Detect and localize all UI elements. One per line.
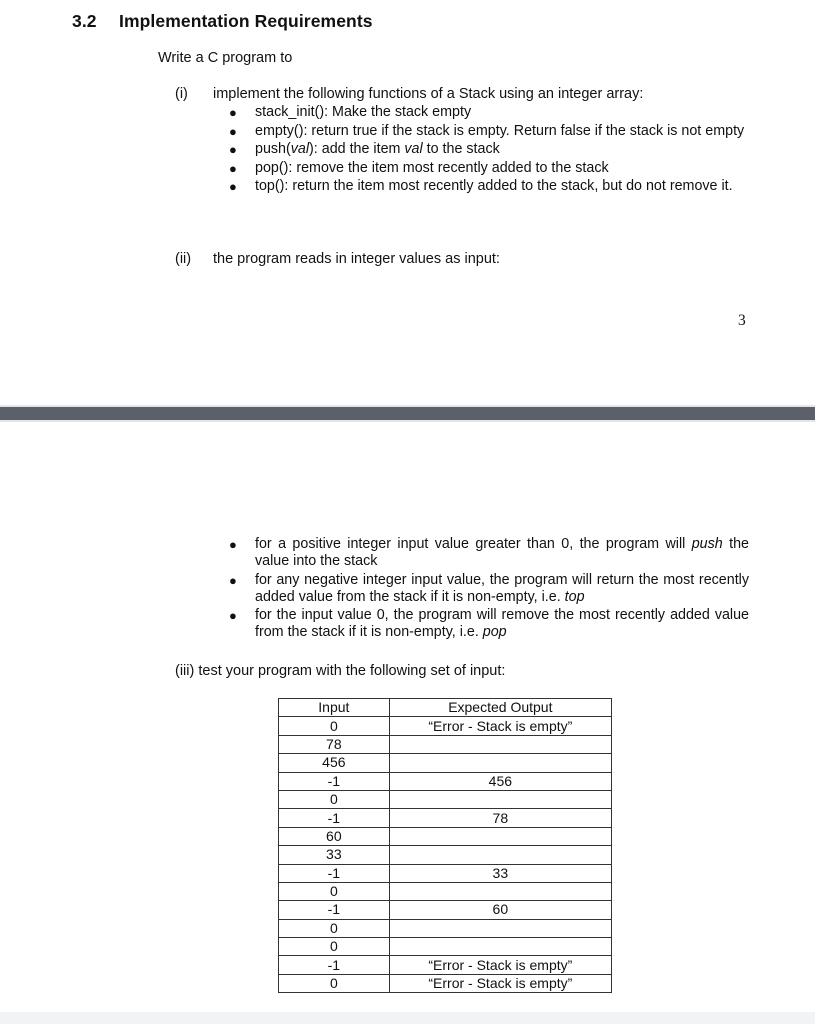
section-heading (72, 11, 373, 32)
table-row (279, 901, 612, 919)
list-item: ● pop(): remove the item most recently added to the stack (229, 159, 609, 176)
part-iii-text: test your program with the following set of input: (198, 663, 506, 679)
part-ii-text: the program reads in integer values as input: (213, 251, 500, 267)
table-row (279, 919, 612, 937)
table-row (279, 717, 612, 735)
input-cell: 0 (279, 938, 390, 956)
output-cell (389, 790, 611, 808)
page-divider-bar (0, 407, 815, 420)
page-divider (0, 405, 815, 422)
bullet-icon: ● (229, 160, 237, 176)
page-top (0, 0, 815, 405)
table-row (279, 864, 612, 882)
bullet-icon: ● (229, 142, 237, 157)
output-cell: 33 (389, 864, 611, 882)
bullet-icon: ● (229, 179, 237, 194)
input-cell: 0 (279, 882, 390, 900)
output-cell (389, 846, 611, 864)
table-row (279, 827, 612, 845)
input-cell: 0 (279, 974, 390, 992)
list-item: ● for any negative integer input value, the program will return the most recently added value from the stack if it is non-empty, i.e. top (229, 571, 749, 605)
output-cell (389, 735, 611, 753)
intro-text: Write a C program to (158, 50, 293, 66)
list-item: ● stack_init(): Make the stack empty (229, 104, 472, 120)
input-cell: 33 (279, 846, 390, 864)
list-item: ● for a positive integer input value greater than 0, the program will push the value into the stack (229, 536, 749, 569)
output-cell: 78 (389, 809, 611, 827)
output-cell: “Error - Stack is empty” (389, 974, 611, 992)
table-row (279, 882, 612, 900)
output-cell: 60 (389, 901, 611, 919)
output-cell (389, 919, 611, 937)
function-list (229, 104, 749, 197)
table-header-row (279, 699, 612, 717)
section-title: Implementation Requirements (119, 11, 373, 31)
bullet-icon: ● (229, 608, 237, 623)
input-rules-list (229, 536, 749, 643)
page-number: 3 (738, 312, 746, 329)
part-i-label: (i) (175, 86, 188, 102)
table-row (279, 974, 612, 992)
input-cell: -1 (279, 956, 390, 974)
input-cell: 78 (279, 735, 390, 753)
bullet-icon: ● (229, 537, 237, 552)
section-number: 3.2 (72, 11, 97, 31)
test-cases-table (278, 698, 612, 993)
table-row (279, 809, 612, 827)
bullet-icon: ● (229, 123, 237, 139)
part-i-heading (175, 86, 643, 102)
list-item: ● empty(): return true if the stack is empty. Return false if the stack is not empty (229, 122, 745, 139)
input-cell: -1 (279, 809, 390, 827)
table-row (279, 846, 612, 864)
column-header-expected-output: Expected Output (389, 699, 611, 717)
part-ii-label: (ii) (175, 251, 192, 267)
table-row (279, 772, 612, 790)
input-cell: 60 (279, 827, 390, 845)
output-cell: “Error - Stack is empty” (389, 956, 611, 974)
table-row (279, 956, 612, 974)
table-row (279, 754, 612, 772)
input-cell: 0 (279, 790, 390, 808)
list-item: ● top(): return the item most recently added to the stack, but do not remove it. (229, 178, 733, 194)
input-cell: -1 (279, 772, 390, 790)
output-cell (389, 754, 611, 772)
output-cell: “Error - Stack is empty” (389, 717, 611, 735)
part-iii-label: (iii) (175, 663, 195, 679)
bullet-icon: ● (229, 105, 237, 120)
part-iii-heading (175, 663, 505, 679)
part-i-text: implement the following functions of a Stack using an integer array: (213, 86, 644, 102)
table-row (279, 790, 612, 808)
input-cell: 0 (279, 919, 390, 937)
input-cell: -1 (279, 901, 390, 919)
list-item: ● for the input value 0, the program will remove the most recently added value from the stack if it is non-empty, i.e. pop (229, 607, 749, 640)
output-cell: 456 (389, 772, 611, 790)
bullet-icon: ● (229, 572, 237, 588)
input-cell: 456 (279, 754, 390, 772)
table-row (279, 735, 612, 753)
table-row (279, 938, 612, 956)
output-cell (389, 827, 611, 845)
list-item: ● push(val): add the item val to the stack (229, 141, 500, 157)
input-cell: -1 (279, 864, 390, 882)
column-header-input: Input (279, 699, 390, 717)
input-cell: 0 (279, 717, 390, 735)
part-ii-heading (175, 251, 500, 267)
output-cell (389, 882, 611, 900)
output-cell (389, 938, 611, 956)
bottom-strip (0, 1012, 815, 1024)
